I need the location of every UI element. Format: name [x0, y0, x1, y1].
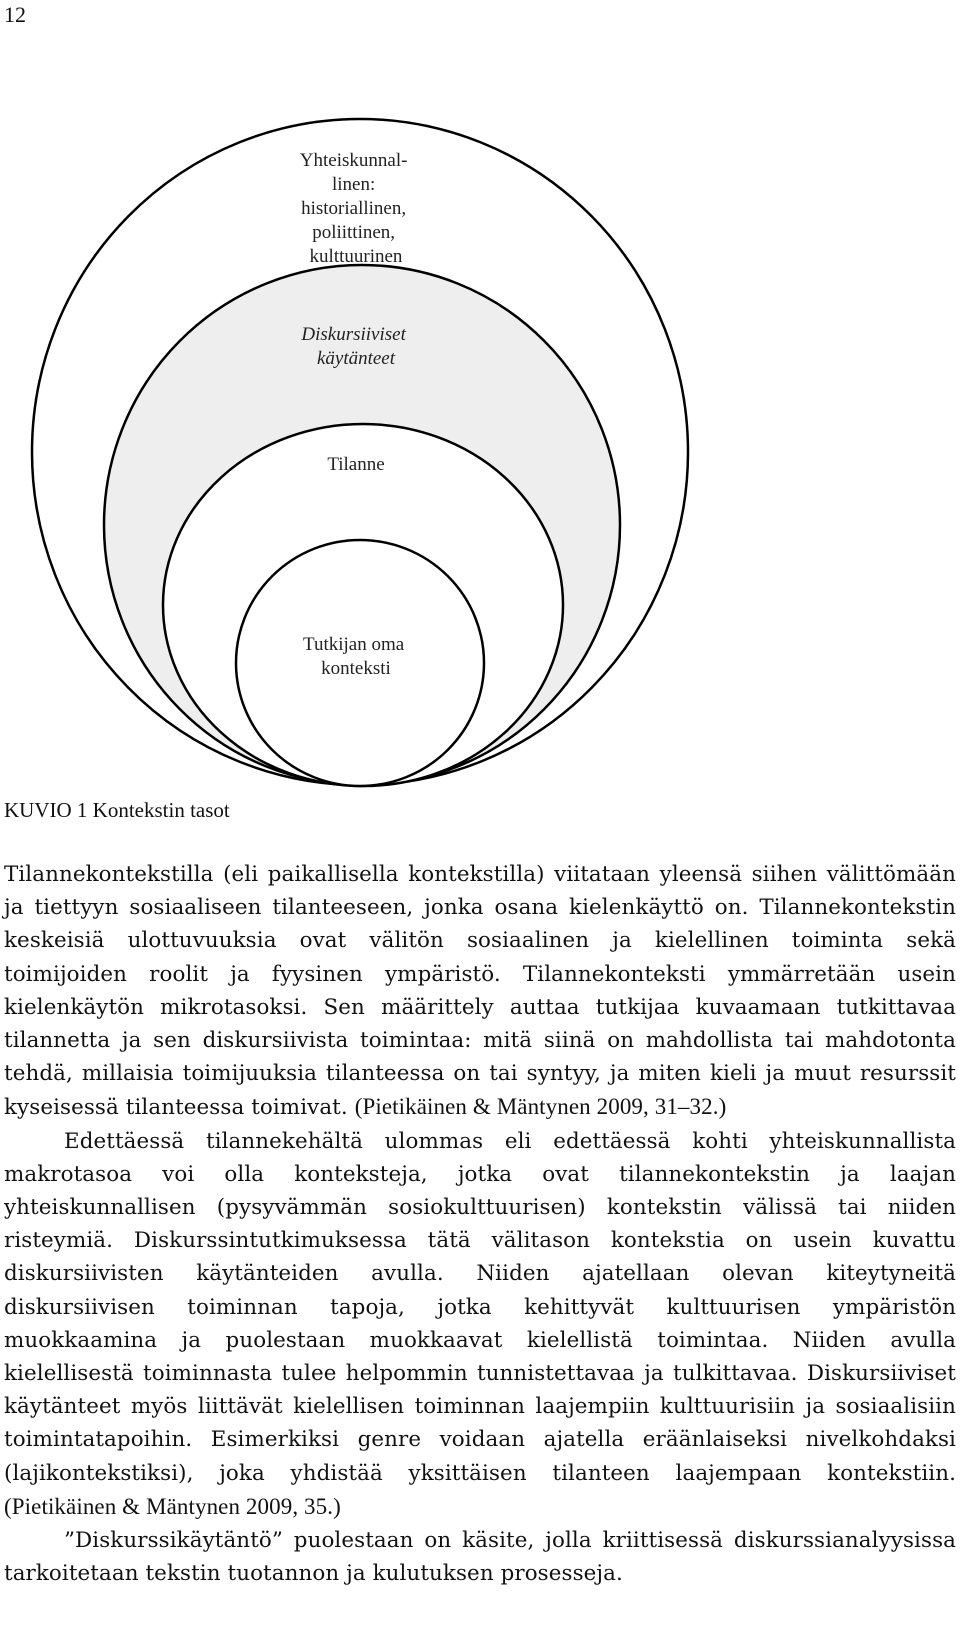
body-text: [4, 858, 956, 1590]
label-discursive-practices: Diskursiiviset käytänteet: [301, 324, 406, 369]
citation: (Pietikäinen & Mäntynen 2009, 35.): [4, 1493, 341, 1519]
nested-circles-diagram: [0, 0, 960, 790]
label-societal: Yhteiskunnal- linen: historiallinen, poliittinen, kulttuurinen: [299, 150, 408, 267]
label-situation: Tilanne: [327, 454, 385, 475]
paragraph: ”Diskurssikäytäntö” puolestaan on käsite, jolla kriittisessä diskurssianalyysissa tarkoitetaan tekstin tuotannon ja kulutuksen prosesseja.: [4, 1528, 956, 1587]
page-number: 12: [4, 2, 26, 27]
citation: (Pietikäinen & Mäntynen 2009, 31–32.): [354, 1094, 727, 1120]
label-researcher-context: Tutkijan oma konteksti: [303, 634, 405, 679]
paragraph: Edettäessä tilannekehältä ulommas eli edettäessä kohti yhteiskunnallista makrotasoa voi olla konteksteja, jotka ovat tilannekontekstin ja laajan yhteiskunnallisen (pysyvämmän sosiokulttuurisen) kontekstin välissä tai niiden risteymiä. Diskurssintutkimuksessa tätä välitason kontekstia on usein kuvattu diskursiivisten käytänteiden avulla. Niiden ajatellaan olevan kiteytyneitä diskursiivisen toiminnan tapoja, jotka kehittyvät kulttuurisen ympäristön muokkaamina ja puolestaan muokkaavat kielellistä toimintaa. Niiden avulla kielellisestä toiminnasta tulee helpommin tunnistettavaa ja tulkittavaa. Diskursiiviset käytänteet myös liittävät kielellisen toiminnan laajempiin kulttuurisiin ja sosiaalisiin toimintatapoihin. Esimerkiksi genre voidaan ajatella eräänlaiseksi nivelkohdaksi (lajikontekstiksi), joka yhdistää yksittäisen tilanteen laajempaan kontekstiin. (Pietikäinen & Mäntynen 2009, 35.): [4, 1128, 956, 1519]
figure-caption: KUVIO 1 Kontekstin tasot: [4, 798, 230, 822]
paragraph: Tilannekontekstilla (eli paikallisella kontekstilla) viitataan yleensä siihen välittömään ja tiettyyn sosiaaliseen tilanteeseen, jonka osana kielenkäyttö on. Tilannekontekstin keskeisiä ulottuvuuksia ovat välitön sosiaalinen ja kielellinen toiminta sekä toimijoiden roolit ja fyysinen ympäristö. Tilannekonteksti ymmärretään usein kielenkäytön mikrotasoksi. Sen määrittely auttaa tutkijaa kuvaamaan tutkittavaa tilannetta ja sen diskursiivista toimintaa: mitä siinä on mahdollista tai mahdotonta tehdä, millaisia toimijuuksia tilanteessa on tai syntyy, ja miten kieli ja muut resurssit kyseisessä tilanteessa toimivat. (Pietikäinen & Mäntynen 2009, 31–32.): [4, 862, 956, 1121]
context-levels-figure: [0, 0, 960, 790]
